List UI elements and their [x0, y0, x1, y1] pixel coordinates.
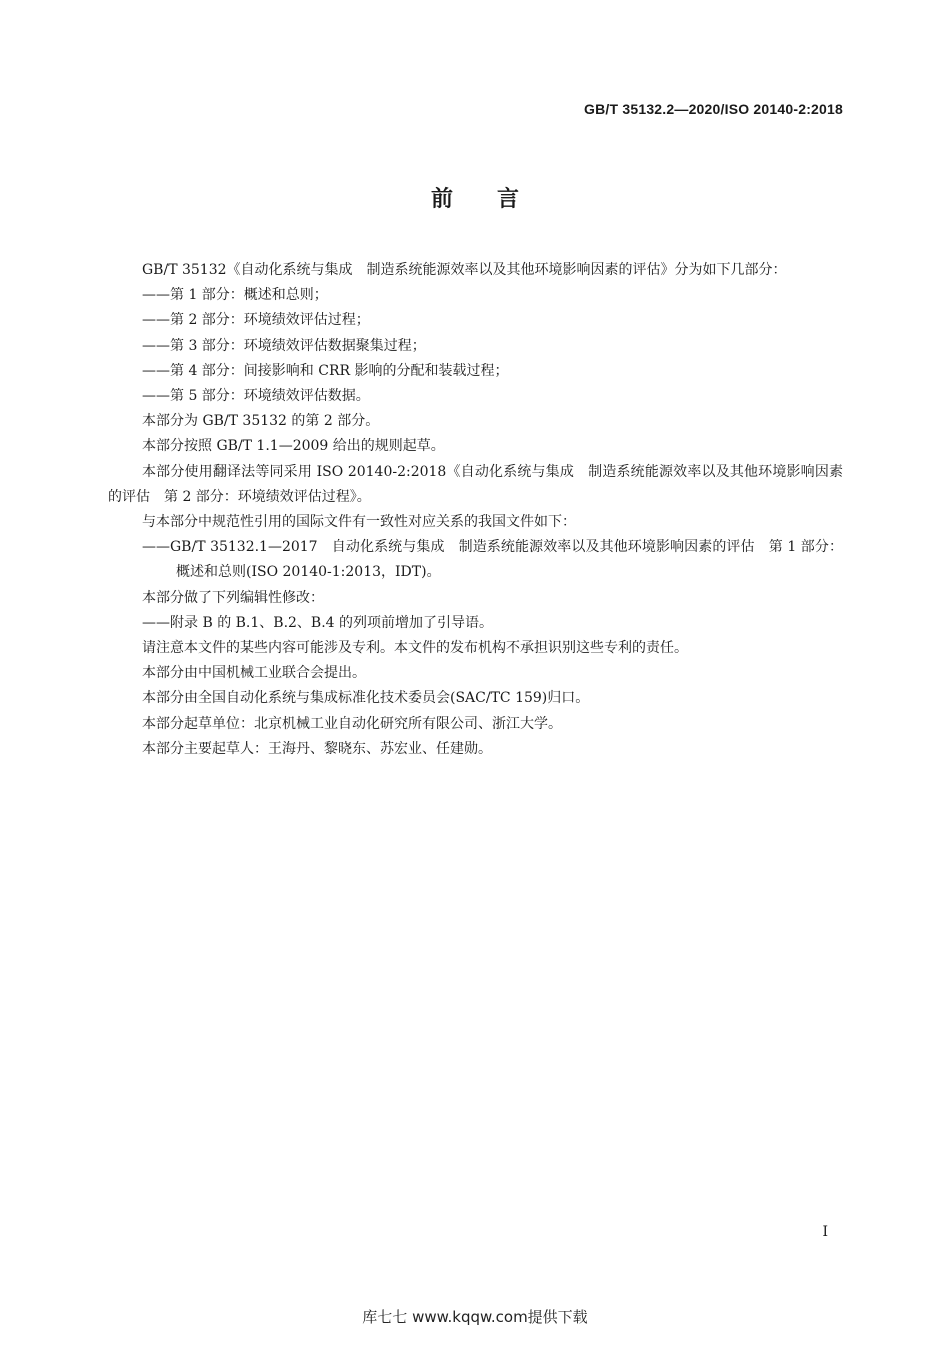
paragraph-drafters: 本部分主要起草人：王海丹、黎晓东、苏宏业、任建勋。 [142, 740, 492, 757]
page-title: 前言 [430, 187, 563, 212]
paragraph-under-jurisdiction: 本部分由全国自动化系统与集成标准化技术委员会(SAC/TC 159)归口。 [142, 690, 590, 707]
standard-number: GB/T 35132.2—2020/ISO 20140-2:2018 [584, 101, 843, 117]
list-item-part-3: ——第 3 部分：环境绩效评估数据聚集过程； [142, 337, 426, 354]
paragraph-intro: GB/T 35132《自动化系统与集成 制造系统能源效率以及其他环境影响因素的评估》分为如下几部分： [142, 262, 787, 278]
paragraph-editorial-changes: 本部分做了下列编辑性修改： [142, 589, 324, 606]
list-item-corresponding-doc: ——GB/T 35132.1—2017 自动化系统与集成 制造系统能源效率以及其他环境影响因素的评估 第 1 部分：概述和总则(ISO 20140-1:2013，IDT)。 [142, 539, 843, 581]
foreword-body [108, 258, 843, 762]
paragraph-patent-notice: 请注意本文件的某些内容可能涉及专利。本文件的发布机构不承担识别这些专利的责任。 [142, 640, 688, 657]
page-number: I [822, 1224, 828, 1240]
paragraph-drafting-rules: 本部分按照 GB/T 1.1—2009 给出的规则起草。 [142, 438, 445, 455]
footer-watermark: 库七七 www.kqqw.com提供下载 [362, 1308, 588, 1326]
list-item-part-1: ——第 1 部分：概述和总则； [142, 287, 328, 304]
paragraph-translation-method: 本部分使用翻译法等同采用 ISO 20140-2:2018《自动化系统与集成 制造系统能源效率以及其他环境影响因素的评估 第 2 部分：环境绩效评估过程》。 [108, 463, 843, 505]
paragraph-part-statement: 本部分为 GB/T 35132 的第 2 部分。 [142, 413, 380, 430]
list-item-editorial-change: ——附录 B 的 B.1、B.2、B.4 的列项前增加了引导语。 [142, 614, 494, 631]
paragraph-proposed-by: 本部分由中国机械工业联合会提出。 [142, 665, 366, 682]
list-item-part-5: ——第 5 部分：环境绩效评估数据。 [142, 388, 370, 405]
list-item-part-2: ——第 2 部分：环境绩效评估过程； [142, 312, 370, 329]
paragraph-corresponding-docs: 与本部分中规范性引用的国际文件有一致性对应关系的我国文件如下： [142, 514, 576, 531]
list-item-part-4: ——第 4 部分：间接影响和 CRR 影响的分配和装载过程； [142, 362, 509, 379]
paragraph-drafting-units: 本部分起草单位：北京机械工业自动化研究所有限公司、浙江大学。 [142, 715, 562, 732]
